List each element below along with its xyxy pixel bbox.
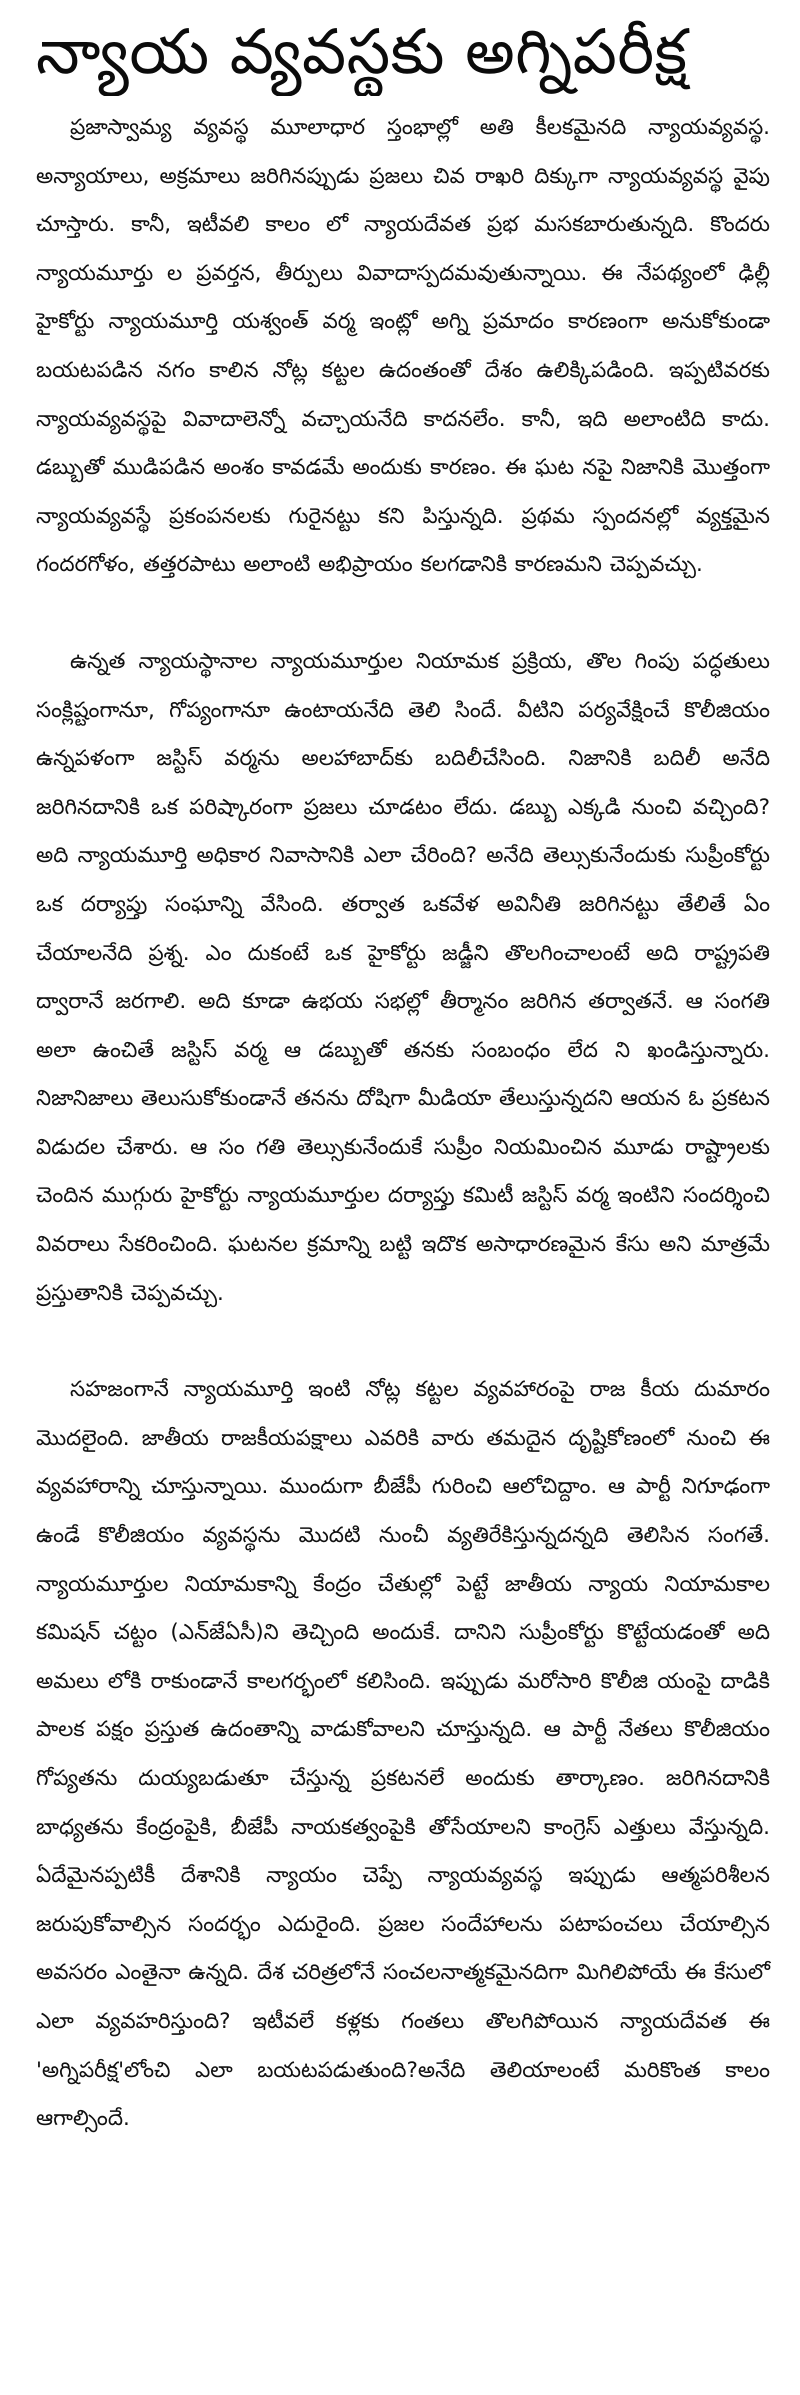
editorial-paragraph-1: ప్రజాస్వామ్య వ్యవస్థ మూలాధార స్తంభాల్లో అతి కీలకమైనది న్యాయవ్యవస్థ. అన్యాయాలు, అక్రమాలు జరిగినప్పుడు ప్రజలు చివ రాఖరి దిక్కుగా న్యాయవ్యవస్థ వైపు చూస్తారు. కానీ, ఇటీవలి కాలం లో న్యాయదేవత ప్రభ మసకబారుతున్నది. కొందరు న్యాయమూర్తు ల ప్రవర్తన, తీర్పులు వివాదాస్పదమవుతున్నాయి. ఈ నేపథ్యంలో ఢిల్లీ హైకోర్టు న్యాయమూర్తి యశ్వంత్ వర్మ ఇంట్లో అగ్ని ప్రమాదం కారణంగా అనుకోకుండా బయటపడిన నగం కాలిన నోట్ల కట్టల ఉదంతంతో దేశం ఉలిక్కిపడింది. ఇప్పటివరకు న్యాయవ్యవస్థపై వివాదాలెన్నో వచ్చాయనేది కాదనలేం. కానీ, ఇది అలాంటిది కాదు. డబ్బుతో ముడిపడిన అంశం కావడమే అందుకు కారణం. ఈ ఘట నపై నిజానికి మొత్తంగా న్యాయవ్యవస్థే ప్రకంపనలకు గురైనట్టు కని పిస్తున్నది. ప్రథమ స్పందనల్లో వ్యక్తమైన గందరగోళం, తత్తరపాటు అలాంటి అభిప్రాయం కలగడానికి కారణమని చెప్పవచ్చు. xyxy=(36,115,770,578)
editorial-headline: న్యాయ వ్యవస్థకు అగ్నిపరీక్ష xyxy=(36,15,688,88)
editorial-body xyxy=(36,104,770,2144)
editorial-paragraph-2: ఉన్నత న్యాయస్థానాల న్యాయమూర్తుల నియామక ప్రక్రియ, తొల గింపు పద్ధతులు సంక్లిష్టంగానూ, గోప్యంగానూ ఉంటాయనేది తెలి సిందే. వీటిని పర్యవేక్షించే కొలీజియం ఉన్నపళంగా జస్టిస్ వర్మను అలహాబాద్‌కు బదిలీచేసింది. నిజానికి బదిలీ అనేది జరిగినదానికి ఒక పరిష్కారంగా ప్రజలు చూడటం లేదు. డబ్బు ఎక్కడి నుంచి వచ్చింది? అది న్యాయమూర్తి అధికార నివాసానికి ఎలా చేరింది? అనేది తెల్సుకునేందుకు సుప్రీంకోర్టు ఒక దర్యాప్తు సంఘాన్ని వేసింది. తర్వాత ఒకవేళ అవినీతి జరిగినట్టు తేలితే ఏం చేయాలనేది ప్రశ్న. ఎం దుకంటే ఒక హైకోర్టు జడ్జీని తొలగించాలంటే అది రాష్ట్రపతి ద్వారానే జరగాలి. అది కూడా ఉభయ సభల్లో తీర్మానం జరిగిన తర్వాతనే. ఆ సంగతి అలా ఉంచితే జస్టిస్ వర్మ ఆ డబ్బుతో తనకు సంబంధం లేద ని ఖండిస్తున్నారు. నిజానిజాలు తెలుసుకోకుండానే తనను దోషిగా మీడియా తేలుస్తున్నదని ఆయన ఓ ప్రకటన విడుదల చేశారు. ఆ సం గతి తెల్సుకునేందుకే సుప్రీం నియమించిన మూడు రాష్ట్రాలకు చెందిన ముగ్గురు హైకోర్టు న్యాయమూర్తుల దర్యాప్తు కమిటీ జస్టిస్ వర్మ ఇంటిని సందర్శించి వివరాలు సేకరించింది. ఘటనల క్రమాన్ని బట్టి ఇదొక అసాధారణమైన కేసు అని మాత్రమే ప్రస్తుతానికి చెప్పవచ్చు. xyxy=(36,648,770,1306)
editorial-paragraph-3: సహజంగానే న్యాయమూర్తి ఇంటి నోట్ల కట్టల వ్యవహారంపై రాజ కీయ దుమారం మొదలైంది. జాతీయ రాజకీయపక్షాలు ఎవరికి వారు తమదైన దృష్టికోణంలో నుంచి ఈ వ్యవహారాన్ని చూస్తున్నాయి. ముందుగా బీజేపీ గురించి ఆలోచిద్దాం. ఆ పార్టీ నిగూఢంగా ఉండే కొలీజియం వ్యవస్థను మొదటి నుంచీ వ్యతిరేకిస్తున్నదన్నది తెలిసిన సంగతే. న్యాయమూర్తుల నియామకాన్ని కేంద్రం చేతుల్లో పెట్టే జాతీయ న్యాయ నియామకాల కమిషన్ చట్టం (ఎన్‌జేఏసీ)ని తెచ్చింది అందుకే. దానిని సుప్రీంకోర్టు కొట్టేయడంతో అది అమలు లోకి రాకుండానే కాలగర్భంలో కలిసింది. ఇప్పుడు మరోసారి కొలీజి యంపై దాడికి పాలక పక్షం ప్రస్తుత ఉదంతాన్ని వాడుకోవాలని చూస్తున్నది. ఆ పార్టీ నేతలు కొలీజియం గోప్యతను దుయ్యబడుతూ చేస్తున్న ప్రకటనలే అందుకు తార్కాణం. జరిగినదానికి బాధ్యతను కేంద్రంపైకి, బీజేపీ నాయకత్వంపైకి తోసేయాలని కాంగ్రెస్ ఎత్తులు వేస్తున్నది. ఏదేమైనప్పటికీ దేశానికి న్యాయం చెప్పే న్యాయవ్యవస్థ ఇప్పుడు ఆత్మపరిశీలన జరుపుకోవాల్సిన సందర్భం ఎదురైంది. ప్రజల సందేహాలను పటాపంచలు చేయాల్సిన అవసరం ఎంతైనా ఉన్నది. దేశ చరిత్రలోనే సంచలనాత్మకమైనదిగా మిగిలిపోయే ఈ కేసులో ఎలా వ్యవహరిస్తుంది? ఇటీవలే కళ్లకు గంతలు తొలగిపోయిన న్యాయదేవత ఈ 'అగ్నిపరీక్ష'లోంచి ఎలా బయటపడుతుంది?అనేది తెలియాలంటే మరికొంత కాలం ఆగాల్సిందే. xyxy=(36,1377,770,2132)
